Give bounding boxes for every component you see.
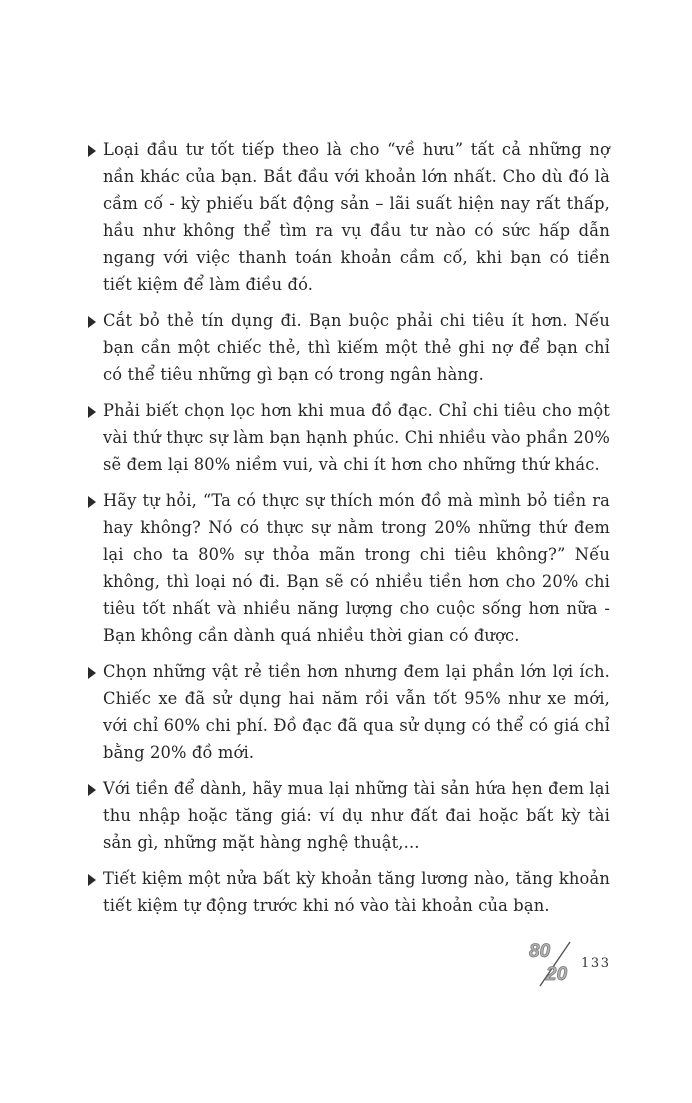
list-item (86, 397, 610, 478)
triangle-bullet-icon (88, 406, 96, 418)
triangle-bullet-icon (88, 667, 96, 679)
bullet-text: Chọn những vật rẻ tiền hơn nhưng đem lại phần lớn lợi ích. Chiếc xe đã sử dụng hai năm rồi vẫn tốt 95% như xe mới, với chỉ 60% chi phí. Đồ đạc đã qua sử dụng có thể có giá chỉ bằng 20% đồ mới. (103, 662, 610, 762)
logo-bottom-number: 20 (546, 964, 568, 985)
page-number: 133 (581, 956, 611, 971)
list-item (86, 658, 610, 766)
triangle-bullet-icon (88, 316, 96, 328)
list-item (86, 136, 610, 298)
list-item (86, 487, 610, 649)
triangle-bullet-icon (88, 784, 96, 796)
bullet-text: Với tiền để dành, hãy mua lại những tài sản hứa hẹn đem lại thu nhập hoặc tăng giá: ví dụ như đất đai hoặc bất kỳ tài sản gì, những mặt hàng nghệ thuật,... (103, 779, 610, 852)
bullet-text: Cắt bỏ thẻ tín dụng đi. Bạn buộc phải chi tiêu ít hơn. Nếu bạn cần một chiếc thẻ, thì kiếm một thẻ ghi nợ để bạn chỉ có thể tiêu những gì bạn có trong ngân hàng. (103, 311, 610, 384)
triangle-bullet-icon (88, 496, 96, 508)
bullet-list (86, 136, 610, 928)
list-item (86, 307, 610, 388)
triangle-bullet-icon (88, 145, 96, 157)
bullet-text: Loại đầu tư tốt tiếp theo là cho “về hưu” tất cả những nợ nần khác của bạn. Bắt đầu với khoản lớn nhất. Cho dù đó là cầm cố - kỳ phiếu bất động sản – lãi suất hiện nay rất thấp, hầu như không thể tìm ra vụ đầu tư nào có sức hấp dẫn ngang với việc thanh toán khoản cầm cố, khi bạn có tiền tiết kiệm để làm điều đó. (103, 140, 610, 294)
bullet-text: Hãy tự hỏi, “Ta có thực sự thích món đồ mà mình bỏ tiền ra hay không? Nó có thực sự nằm trong 20% những thứ đem lại cho ta 80% sự thỏa mãn trong chi tiêu không?” Nếu không, thì loại nó đi. Bạn sẽ có nhiều tiền hơn cho 20% chi tiêu tốt nhất và nhiều năng lượng cho cuộc sống hơn nữa - Bạn không cần dành quá nhiều thời gian có được. (103, 491, 610, 645)
list-item (86, 775, 610, 856)
bullet-text: Tiết kiệm một nửa bất kỳ khoản tăng lương nào, tăng khoản tiết kiệm tự động trước khi nó vào tài khoản của bạn. (103, 869, 610, 915)
page-footer (526, 936, 646, 996)
triangle-bullet-icon (88, 874, 96, 886)
book-logo (526, 936, 582, 988)
bullet-text: Phải biết chọn lọc hơn khi mua đồ đạc. Chỉ chi tiêu cho một vài thứ thực sự làm bạn hạnh phúc. Chi nhiều vào phần 20% sẽ đem lại 80% niềm vui, và chi ít hơn cho những thứ khác. (103, 401, 610, 474)
list-item (86, 865, 610, 919)
logo-top-number: 80 (529, 941, 551, 962)
